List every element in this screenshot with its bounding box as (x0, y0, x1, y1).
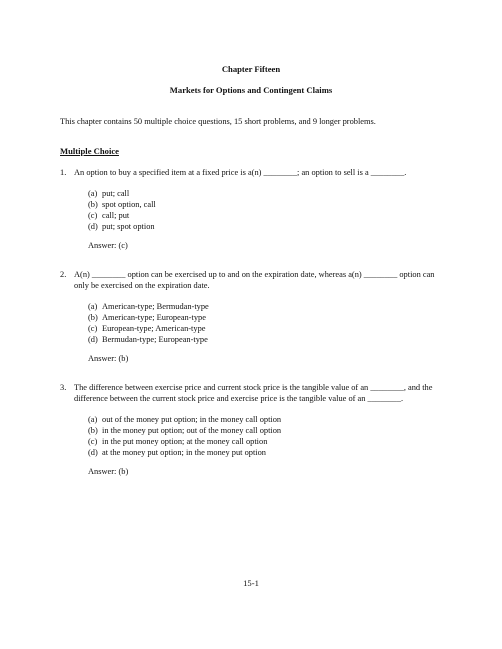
answer-options (88, 301, 446, 345)
option-letter: (b) (88, 313, 98, 322)
option-d (88, 334, 446, 345)
option-text: out of the money put option; in the money call option (102, 415, 282, 424)
option-text: in the money put option; out of the money call option (102, 426, 282, 435)
option-letter: (d) (88, 222, 98, 231)
chapter-title: Markets for Options and Contingent Claims (169, 85, 333, 95)
option-letter: (c) (88, 437, 98, 446)
question-number: 3. (60, 383, 67, 392)
option-text: spot option, call (102, 200, 156, 209)
intro-paragraph: This chapter contains 50 multiple choice questions, 15 short problems, and 9 longer problems. (60, 117, 376, 126)
option-b (88, 199, 446, 210)
option-letter: (b) (88, 200, 98, 209)
option-a (88, 301, 446, 312)
page-number: 15-1 (243, 578, 259, 588)
option-letter: (d) (88, 335, 98, 344)
option-b (88, 312, 446, 323)
option-text: call; put (102, 211, 130, 220)
option-letter: (b) (88, 426, 98, 435)
option-text: put; spot option (102, 222, 155, 231)
option-letter: (a) (88, 415, 98, 424)
option-letter: (c) (88, 324, 98, 333)
option-d (88, 447, 446, 458)
option-text: put; call (102, 189, 130, 198)
question-number: 2. (60, 270, 67, 279)
question-text: An option to buy a specified item at a fixed price is a(n) ________; an option to sell is a ________. (74, 168, 407, 177)
option-b (88, 425, 446, 436)
option-text: European-type; American-type (102, 324, 206, 333)
question-number: 1. (60, 168, 67, 177)
chapter-number: Chapter Fifteen (221, 64, 281, 74)
question-text: A(n) ________ option can be exercised up to and on the expiration date, whereas a(n) ________ option can only be exercised on the expiration date. (74, 270, 435, 290)
option-letter: (d) (88, 448, 98, 457)
question-1 (60, 167, 446, 251)
question-2 (60, 269, 446, 364)
answer-options (88, 414, 446, 458)
option-c (88, 210, 446, 221)
question-text: The difference between exercise price and current stock price is the tangible value of an ________, and the difference between the current stock price and exercise price is the tangible value of an ________. (74, 383, 433, 403)
question-3 (60, 382, 446, 477)
option-c (88, 436, 446, 447)
option-text: Bermudan-type; European-type (102, 335, 208, 344)
option-letter: (c) (88, 211, 98, 220)
answer-key: Answer: (c) (88, 241, 128, 250)
option-text: American-type; European-type (102, 313, 206, 322)
option-a (88, 188, 446, 199)
answer-key: Answer: (b) (88, 467, 129, 476)
section-heading: Multiple Choice (60, 146, 119, 156)
option-d (88, 221, 446, 232)
answer-options (88, 188, 446, 232)
option-a (88, 414, 446, 425)
option-letter: (a) (88, 302, 98, 311)
option-c (88, 323, 446, 334)
option-text: American-type; Bermudan-type (102, 302, 209, 311)
option-text: at the money put option; in the money put option (102, 448, 266, 457)
option-text: in the put money option; at the money call option (102, 437, 268, 446)
option-letter: (a) (88, 189, 98, 198)
answer-key: Answer: (b) (88, 354, 129, 363)
